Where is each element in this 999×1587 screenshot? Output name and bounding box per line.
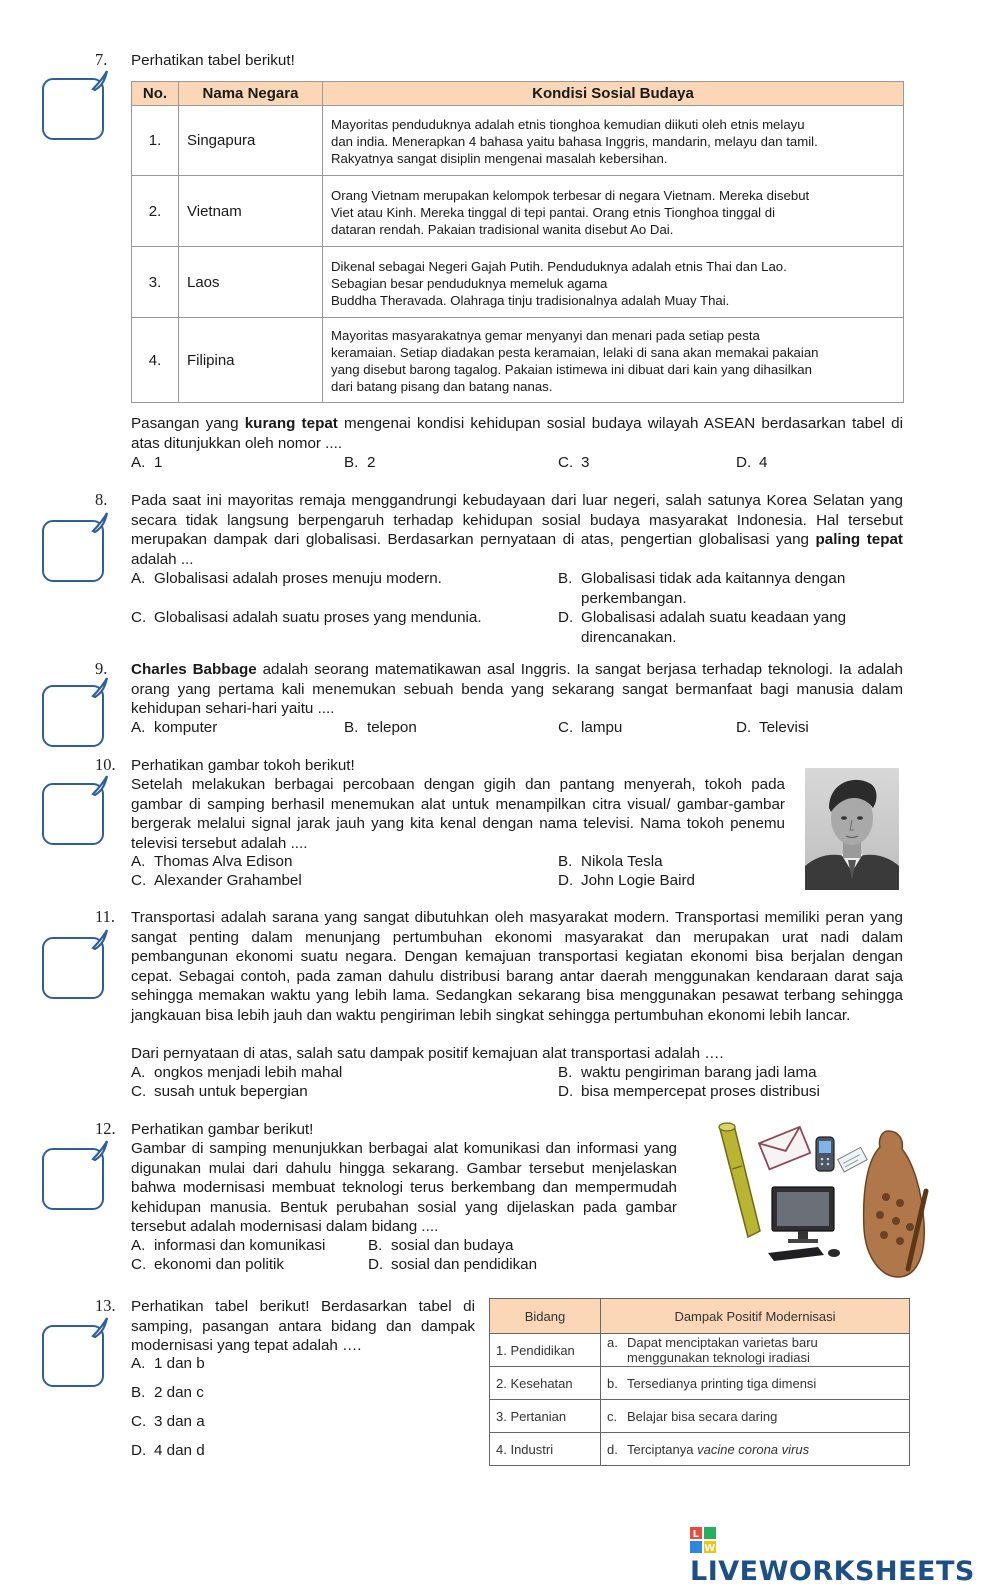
table-header-row [490,1299,910,1334]
row-number: 4. [132,318,179,403]
question-7-intro: Perhatikan tabel berikut! [131,52,295,69]
row-number: 3. [132,247,179,318]
bidang-cell: 2. Kesehatan [490,1367,601,1400]
italic-text: vacine corona virus [697,1441,810,1457]
desc-line: Buddha Theravada. Olahraga tinju tradisionalnya adalah Muay Thai. [331,292,730,308]
speech-bubble-tail-icon [91,1316,111,1338]
option-letter: C. [558,454,574,471]
dampak-letter: a. [607,1335,618,1350]
option-text: 1 [154,454,163,471]
desc-line: yang disebut barong tagalog. Pakaian istimewa ini dibuat dari kain yang dihasilkan [331,362,812,377]
row-number: 2. [132,176,179,247]
country-name: Singapura [179,106,323,176]
option-b[interactable] [558,569,881,608]
option-letter: D. [558,1083,574,1100]
option-letter: C. [131,872,147,889]
option-text: Globalisasi adalah suatu proses yang mendunia. [154,609,482,626]
option-letter: A. [131,454,146,471]
option-d[interactable] [368,1255,537,1275]
option-text: John Logie Baird [581,872,695,889]
option-d[interactable] [558,608,881,647]
option-b[interactable] [368,1236,513,1256]
desc-line: Dikenal sebagai Negeri Gajah Putih. Penduduknya adalah etnis Thai dan Lao. [331,258,787,274]
question-number: 10. [95,755,116,774]
dampak-text: Belajar bisa secara daring [627,1408,778,1424]
country-description [323,247,904,318]
option-letter: A. [131,719,146,736]
mobile-phone-icon [816,1137,834,1171]
option-letter: B. [344,454,359,471]
option-text: waktu pengiriman barang jadi lama [581,1064,817,1081]
option-letter: C. [131,609,147,626]
question-number: 9. [95,659,108,678]
text-span: Pada saat ini mayoritas remaja menggandrungi kebudayaan dari luar negeri, salah satunya Korea Selatan yang secara tidak langsung berpengaruh terhadap kehidupan sosial budaya masyarakat Indonesia. Hal tersebut merupakan dampak dari globalisasi. Berdasarkan pernyataan di atas, pengertian globalisasi yang [131,492,903,548]
option-letter: D. [368,1256,384,1273]
option-a[interactable] [131,718,217,738]
question-text: Transportasi adalah sarana yang sangat dibutuhkan oleh masyarakat modern. Transportasi memiliki peran yang sangat penting dalam menunjang pertumbuhan ekonomi masyarakat dan merupakan urat nadi dalam pembangunan ekonomi suatu negara. Dengan kemajuan transportasi kegiatan ekonomi bisa berjalan dengan cepat. Sebagai contoh, pada zaman dahulu distribusi barang antar daerah menggunakan kendaraan darat saja sehingga memakan waktu yang lebih lama. Sedangkan sekarang bisa menggunakan pesawat terbang sehingga jangkauan bisa lebih jauh dan waktu pengiriman lebih singkat sehingga pertumbuhan ekonomi lebih lancar. [131,909,903,1024]
communication-devices-illustration [712,1119,932,1284]
dampak-cell [601,1433,910,1466]
country-name: Filipina [179,318,323,403]
option-c[interactable] [558,453,589,473]
question-text: Gambar di samping menunjukkan berbagai alat komunikasi dan informasi yang digunakan mulai dari dahulu hingga sekarang. Gambar tersebut menjelaskan bahwa modernisasi membuat teknologi terus berkembang dan mempermudah kehidupan manusia. Bentuk perubahan sosial yang dijelaskan pada gambar tersebut adalah modernisasi dalam bidang .... [131,1140,677,1235]
option-letter: D. [736,719,752,736]
option-text: ekonomi dan politik [154,1256,285,1273]
speech-bubble-tail-icon [91,511,111,533]
question-number: 11. [95,907,116,926]
text-span: adalah ... [131,550,194,568]
option-d[interactable] [558,1082,820,1102]
dampak-letter: d. [607,1441,618,1457]
option-text: 3 [581,454,590,471]
speech-bubble-tail-icon [91,774,111,796]
dampak-text [627,1442,899,1457]
bidang-cell: 3. Pertanian [490,1400,601,1433]
option-letter: B. [131,1384,146,1401]
dampak-text: Tersedianya printing tiga dimensi [627,1375,817,1391]
option-text: telepon [367,719,417,736]
dampak-cell [601,1400,910,1433]
option-b[interactable] [344,453,375,473]
option-b[interactable] [344,718,417,738]
question-number: 7. [95,50,108,69]
question-prompt: Dari pernyataan di atas, salah satu dampak positif kemajuan alat transportasi adalah …. [131,1045,724,1062]
question-intro: Perhatikan gambar berikut! [131,1121,314,1138]
envelope-icon [759,1127,810,1169]
question-text: Perhatikan tabel berikut! Berdasarkan tabel di samping, pasangan antara bidang dan dampak modernisasi yang tepat adalah …. [131,1298,475,1354]
dampak-cell [601,1334,910,1367]
desc-line: Orang Vietnam merupakan kelompok terbesar di negara Vietnam. Mereka disebut [331,187,810,203]
kentongan-drum-icon [864,1131,926,1277]
option-letter: B. [558,570,573,587]
option-text: 4 dan d [154,1442,205,1459]
desc-line: Viet atau Kinh. Mereka tinggal di tepi pantai. Orang etnis Tionghoa tinggal di [331,204,776,220]
desc-line: dari batang pisang dan batang nanas. [331,379,553,394]
option-letter: D. [736,454,752,471]
answer-box-q12[interactable] [42,1148,104,1210]
option-c[interactable] [131,608,482,628]
option-c[interactable] [131,1412,205,1432]
desc-line: Mayoritas penduduknya adalah etnis tionghoa kemudian diikuti oleh etnis melayu [331,117,805,132]
country-description [323,176,904,247]
dampak-letter: c. [607,1408,618,1424]
bidang-cell: 4. Industri [490,1433,601,1466]
option-c[interactable] [131,1255,284,1275]
speech-bubble-tail-icon [91,69,111,91]
dampak-cell [601,1367,910,1400]
answer-box-q9[interactable] [42,685,104,747]
bamboo-tube-icon [719,1123,760,1237]
option-b[interactable] [558,852,663,872]
option-letter: B. [344,719,359,736]
option-text: lampu [581,719,623,736]
option-letter: C. [558,719,574,736]
question-text [131,414,903,453]
question-text [131,491,903,569]
text-span: mengenai kondisi kehidupan sosial budaya wilayah ASEAN berdasarkan tabel di atas ditunjukkan oleh nomor .... [131,415,904,452]
desc-line: Rakyatnya sangat disiplin mengenai masalah kebersihan. [331,151,668,166]
option-letter: B. [558,1064,573,1081]
country-name: Laos [179,247,323,318]
option-text: 1 dan b [154,1355,205,1372]
country-name: Vietnam [179,176,323,247]
option-letter: B. [558,853,573,870]
desc-line: dan india. Menerapkan 4 bahasa yaitu bahasa Inggris, mandarin, melayu dan tamil. [331,134,818,149]
header-no: No. [132,82,179,106]
table-row [490,1367,910,1400]
text-span: adalah seorang matematikawan asal Inggris. Ia sangat berjasa terhadap teknologi. Ia adalah orang yang pertama kali menemukan sebuah benda yang sekarang sangat bermanfaat bagi manusia dalam kehidupan sehari-hari yaitu .... [131,661,903,717]
option-letter: D. [558,609,574,626]
table-row [490,1400,910,1433]
option-text: susah untuk bepergian [154,1083,308,1100]
option-letter: A. [131,1355,146,1372]
option-a[interactable] [131,1236,325,1256]
table-row [132,106,904,176]
desc-line: Mayoritas masyarakatnya gemar menyanyi dan menari pada setiap pesta [331,328,760,343]
answer-box-q7[interactable] [42,78,104,140]
table-row [490,1334,910,1367]
desc-line: keramaian. Setiap diadakan pesta keramaian, lelaki di sana akan memakai pakaian [331,345,819,360]
question-number: 8. [95,490,108,509]
header-dampak: Dampak Positif Modernisasi [601,1299,910,1334]
dampak-letter: b. [607,1375,618,1391]
option-letter: A. [131,1064,146,1081]
header-conditions: Kondisi Sosial Budaya [323,82,904,106]
option-c[interactable] [558,718,622,738]
option-d[interactable] [736,718,809,738]
option-c[interactable] [131,1082,308,1102]
option-text: 3 dan a [154,1413,205,1430]
message-note-icon [838,1147,868,1172]
emphasis-text: kurang tepat [244,415,338,432]
portrait-photo [805,768,899,890]
option-text: Alexander Grahambel [154,872,302,889]
option-a[interactable] [131,569,442,589]
logo-mark-letter: W [704,1543,716,1553]
option-b[interactable] [131,1383,204,1403]
q13-modernization-table [489,1298,910,1466]
option-letter: D. [131,1442,147,1459]
question-text: Setelah melakukan berbagai percobaan dengan gigih dan pantang menyerah, tokoh pada gambar di samping berhasil menemukan alat untuk menampilkan citra visual/ gambar-gambar bergerak melalui signal jarak jauh yang kita kenal dengan nama televisi. Nama tokoh penemu televisi tersebut adalah .... [131,776,785,852]
answer-box-q8[interactable] [42,520,104,582]
logo-blocks-icon [690,1527,716,1553]
country-description [323,318,904,403]
speech-bubble-tail-icon [91,676,111,698]
option-text: bisa mempercepat proses distribusi [581,1083,820,1100]
table-header-row [132,82,904,106]
answer-box-q11[interactable] [42,937,104,999]
option-letter: A. [131,1237,146,1254]
option-letter: D. [558,872,574,889]
logo-mark-letter: L [692,1529,700,1540]
option-text: 2 [367,454,376,471]
option-d[interactable] [558,871,695,891]
emphasis-text: Charles Babbage [131,661,257,678]
option-d[interactable] [131,1441,205,1461]
option-text: Televisi [759,719,809,736]
option-letter: C. [131,1413,147,1430]
header-bidang: Bidang [490,1299,601,1334]
question-intro: Perhatikan gambar tokoh berikut! [131,757,355,774]
country-description [323,106,904,176]
desc-line: Sebagian besar penduduknya memeluk agama [331,275,608,291]
answer-box-q13[interactable] [42,1325,104,1387]
option-text: sosial dan pendidikan [391,1256,538,1273]
text-span: Pasangan yang [131,415,245,432]
speech-bubble-tail-icon [91,928,111,950]
option-text: 4 [759,454,768,471]
computer-icon [768,1187,840,1261]
option-text: sosial dan budaya [391,1237,514,1254]
option-text: Globalisasi adalah proses menuju modern. [154,570,442,587]
row-number: 1. [132,106,179,176]
table-row [132,176,904,247]
option-letter: A. [131,570,146,587]
option-text: Globalisasi tidak ada kaitannya dengan perkembangan. [581,570,846,607]
option-text: Thomas Alva Edison [154,853,293,870]
question-text [131,660,903,719]
table-row [132,247,904,318]
option-text: ongkos menjadi lebih mahal [154,1064,343,1081]
option-text: 2 dan c [154,1384,204,1401]
option-b[interactable] [558,1063,817,1083]
option-c[interactable] [131,871,302,891]
text-span: Terciptanya [627,1441,698,1457]
option-letter: B. [368,1237,383,1254]
answer-box-q10[interactable] [42,783,104,845]
q7-country-table [131,81,904,403]
option-letter: C. [131,1256,147,1273]
table-row [132,318,904,403]
option-text: komputer [154,719,218,736]
liveworksheets-logo[interactable] [690,1525,999,1587]
option-letter: A. [131,853,146,870]
option-a[interactable] [131,453,162,473]
table-row [490,1433,910,1466]
option-text: Globalisasi adalah suatu keadaan yang direncanakan. [581,609,847,646]
question-number: 12. [95,1119,116,1138]
option-a[interactable] [131,852,292,872]
option-letter: C. [131,1083,147,1100]
option-a[interactable] [131,1354,205,1374]
emphasis-text: paling tepat [815,531,903,548]
header-country: Nama Negara [179,82,323,106]
dampak-text: Dapat menciptakan varietas baru menggunakan teknologi iradiasi [627,1335,818,1365]
speech-bubble-tail-icon [91,1139,111,1161]
option-a[interactable] [131,1063,342,1083]
question-number: 13. [95,1296,116,1315]
desc-line: dataran rendah. Pakaian tradisional wanita disebut Ao Dai. [331,221,674,237]
option-d[interactable] [736,453,767,473]
bidang-cell: 1. Pendidikan [490,1334,601,1367]
logo-text: LIVEWORKSHEETS [690,1556,975,1587]
option-text: informasi dan komunikasi [154,1237,326,1254]
option-text: Nikola Tesla [581,853,663,870]
